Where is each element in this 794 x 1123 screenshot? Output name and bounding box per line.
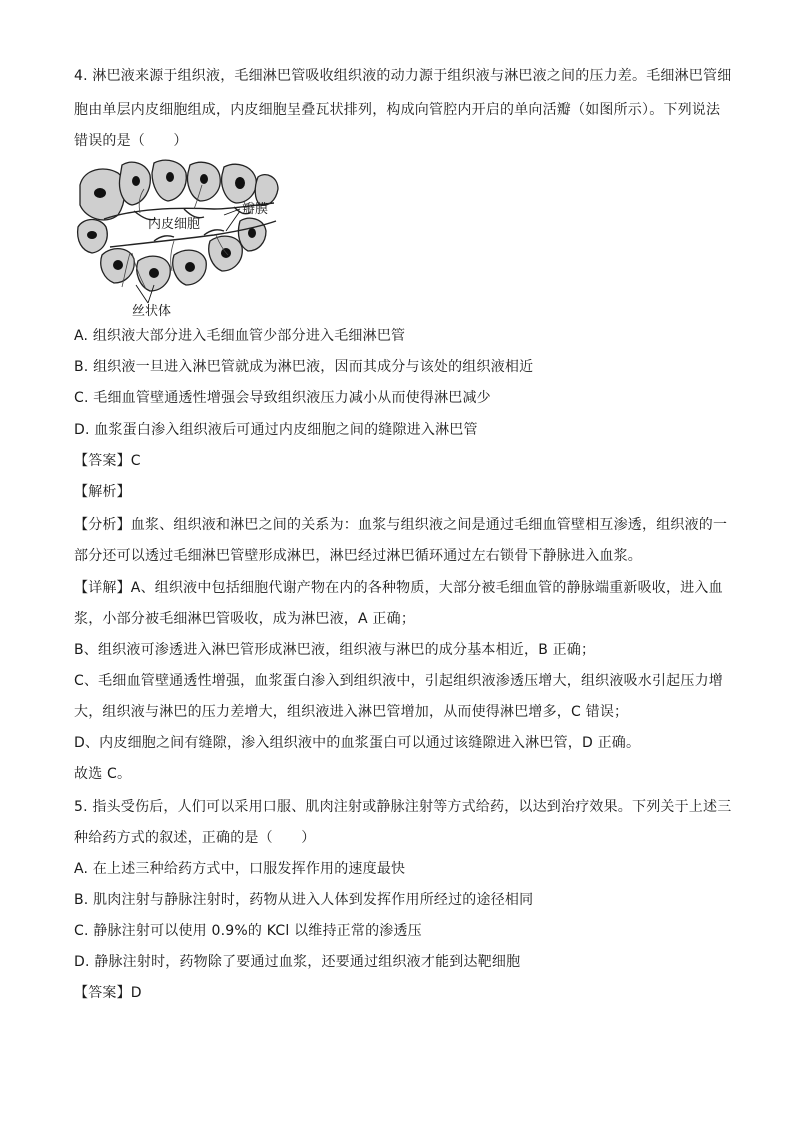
label-anchoring-filament: 丝状体	[132, 304, 172, 319]
q4-detail-line: 【详解】A、组织液中包括细胞代谢产物在内的各种物质，大部分被毛细血管的静脉端重新吸收，进入血	[74, 580, 723, 596]
q4-analysis-line: 【分析】血浆、组织液和淋巴之间的关系为：血浆与组织液之间是通过毛细血管壁相互渗透，组织液的一	[74, 517, 728, 533]
q4-option-b: B. 组织液一旦进入淋巴管就成为淋巴液，因而其成分与该处的组织液相近	[74, 359, 534, 375]
q4-detail-line: 浆，小部分被毛细淋巴管吸收，成为淋巴液，A 正确；	[74, 611, 416, 627]
q5-stem-line: 5. 指头受伤后，人们可以采用口服、肌肉注射或静脉注射等方式给药，以达到治疗效果。下列关于上述三	[74, 799, 732, 815]
q4-analysis-title: 【解析】	[74, 484, 131, 500]
q5-answer: 【答案】D	[74, 985, 142, 1001]
q4-stem-line: 错误的是（ ）	[74, 133, 188, 149]
q4-conclusion: 故选 C。	[74, 766, 132, 782]
q4-detail-line: D、内皮细胞之间有缝隙，渗入组织液中的血浆蛋白可以通过该缝隙进入淋巴管，D 正确。	[74, 735, 641, 751]
q5-stem-line: 种给药方式的叙述，正确的是（ ）	[74, 830, 316, 846]
label-valve: 瓣膜	[242, 202, 269, 217]
lymph-capillary-figure	[74, 155, 280, 321]
q4-analysis-line: 部分还可以透过毛细淋巴管壁形成淋巴，淋巴经过淋巴循环通过左右锁骨下静脉进入血浆。	[74, 548, 642, 564]
q4-detail-line: B、组织液可渗透进入淋巴管形成淋巴液，组织液与淋巴的成分基本相近，B 正确；	[74, 642, 596, 658]
q4-answer: 【答案】C	[74, 453, 141, 469]
q4-detail-line: C、毛细血管壁通透性增强，血浆蛋白渗入到组织液中，引起组织液渗透压增大，组织液吸水引起压力增	[74, 673, 723, 689]
q4-stem-line: 4. 淋巴液来源于组织液，毛细淋巴管吸收组织液的动力源于组织液与淋巴液之间的压力差。毛细淋巴管细	[74, 68, 732, 84]
lymph-capillary-illustration	[74, 155, 280, 321]
label-endothelial-cell: 内皮细胞	[148, 217, 201, 232]
q5-option-a: A. 在上述三种给药方式中，口服发挥作用的速度最快	[74, 861, 406, 877]
q5-option-b: B. 肌肉注射与静脉注射时，药物从进入人体到发挥作用所经过的途径相同	[74, 892, 534, 908]
q5-option-c: C. 静脉注射可以使用 0.9%的 KCl 以维持正常的渗透压	[74, 923, 422, 939]
q4-detail-line: 大，组织液与淋巴的压力差增大，组织液进入淋巴管增加，从而使得淋巴增多，C 错误；	[74, 704, 629, 720]
q5-option-d: D. 静脉注射时，药物除了要通过血浆，还要通过组织液才能到达靶细胞	[74, 954, 521, 970]
q4-option-d: D. 血浆蛋白渗入组织液后可通过内皮细胞之间的缝隙进入淋巴管	[74, 422, 478, 438]
q4-stem-line: 胞由单层内皮细胞组成，内皮细胞呈叠瓦状排列，构成向管腔内开启的单向活瓣（如图所示）。下列说法	[74, 102, 721, 118]
q4-option-c: C. 毛细血管壁通透性增强会导致组织液压力减小从而使得淋巴减少	[74, 390, 491, 406]
q4-option-a: A. 组织液大部分进入毛细血管少部分进入毛细淋巴管	[74, 328, 406, 344]
